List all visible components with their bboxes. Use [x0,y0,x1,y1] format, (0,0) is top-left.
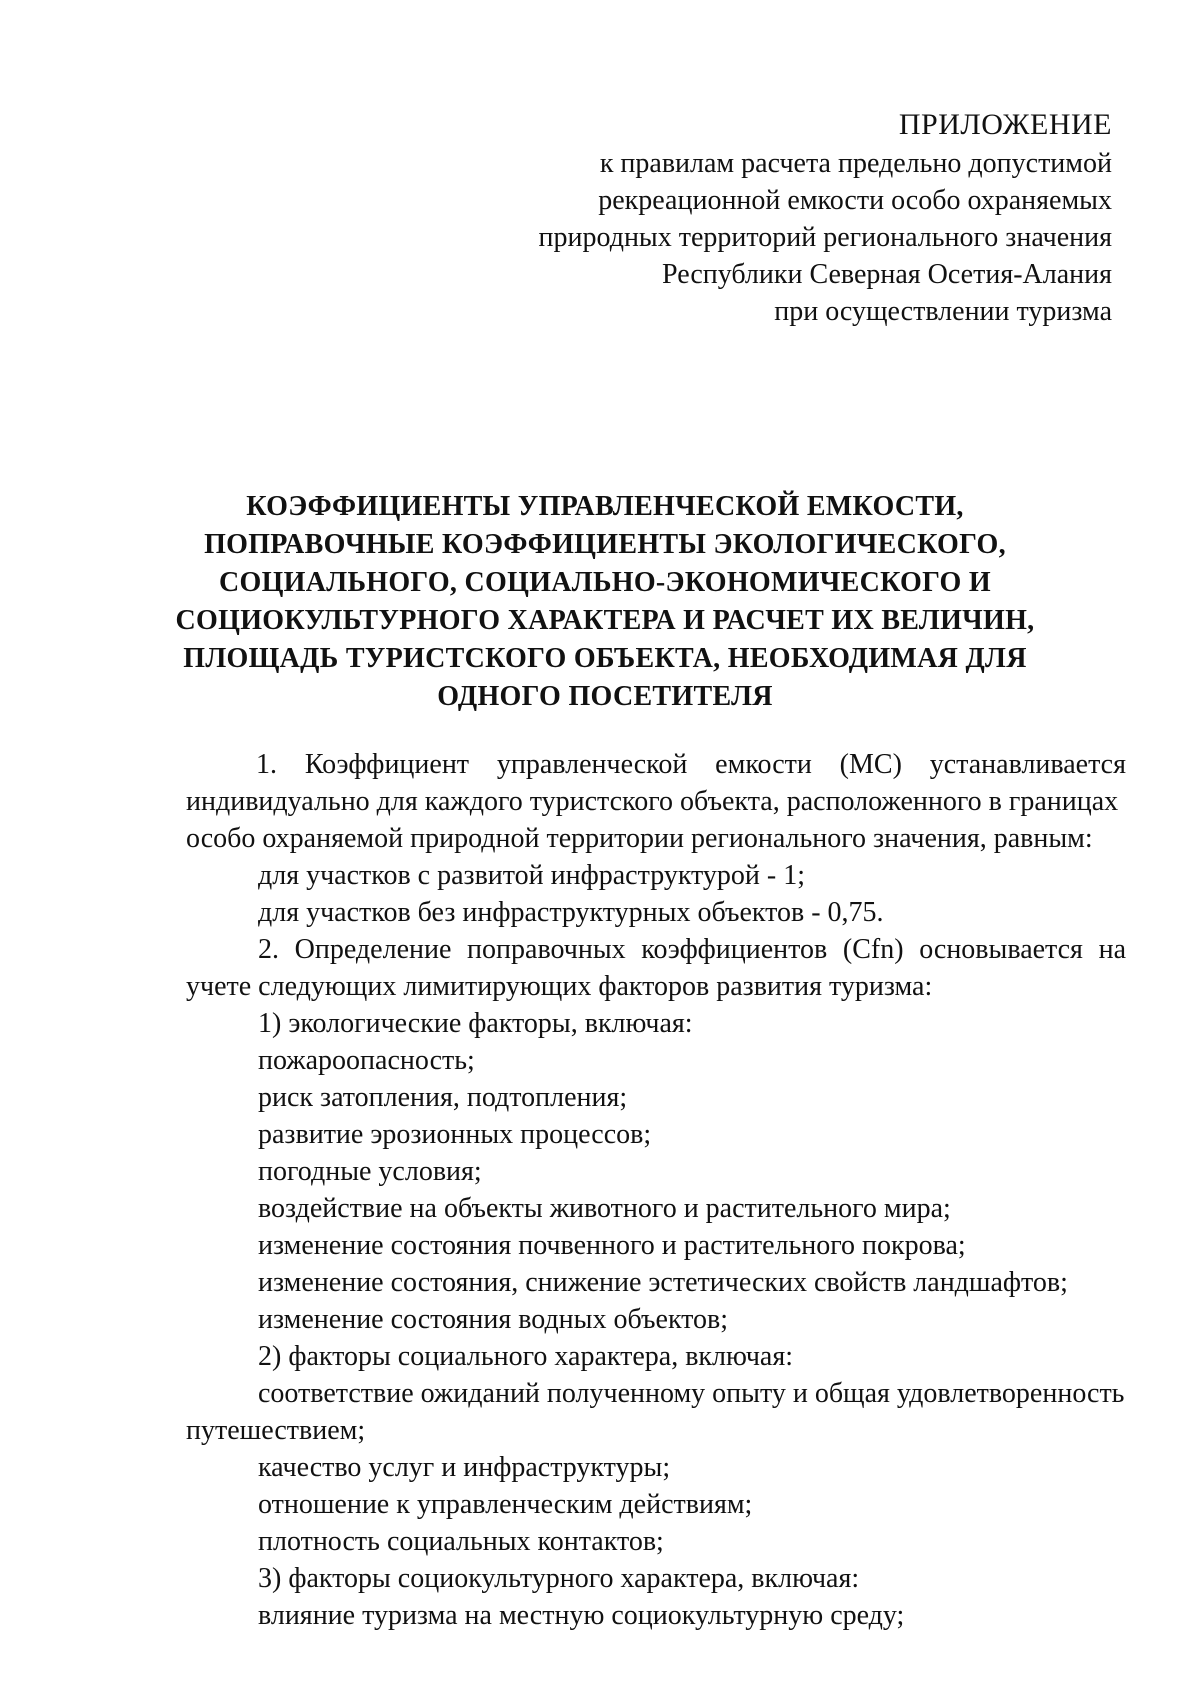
title-line: КОЭФФИЦИЕНТЫ УПРАВЛЕНЧЕСКОЙ ЕМКОСТИ, [246,491,964,522]
list-item: для участков без инфраструктурных объектов - 0,75. [258,897,884,928]
list-heading: 3) факторы социокультурного характера, включая: [258,1563,860,1594]
list-heading: 2) факторы социального характера, включая: [258,1341,794,1372]
list-item: соответствие ожиданий полученному опыту и общая удовлетворенность [258,1378,1125,1409]
appendix-line: к правилам расчета предельно допустимой [599,148,1112,179]
appendix-line: Республики Северная Осетия-Алания [662,259,1112,290]
list-item: изменение состояния, снижение эстетических свойств ландшафтов; [258,1267,1068,1298]
document-title [150,488,1060,716]
paragraph-2-line: 2. Определение поправочных коэффициентов (Cfn) основывается на [258,934,1126,965]
list-item-continuation: путешествием; [186,1415,366,1446]
appendix-line: природных территорий регионального значения [538,222,1112,253]
list-item: отношение к управленческим действиям; [258,1489,753,1520]
list-heading: 1) экологические факторы, включая: [258,1008,693,1039]
title-line: ПЛОЩАДЬ ТУРИСТСКОГО ОБЪЕКТА, НЕОБХОДИМАЯ ДЛЯ [183,643,1027,674]
list-item: воздействие на объекты животного и растительного мира; [258,1193,951,1224]
appendix-line: при осуществлении туризма [774,296,1112,327]
list-item: изменение состояния водных объектов; [258,1304,729,1335]
list-item: влияние туризма на местную социокультурную среду; [258,1600,905,1631]
list-item: качество услуг и инфраструктуры; [258,1452,671,1483]
paragraph-1-line: особо охраняемой природной территории регионального значения, равным: [186,823,1093,854]
paragraph-2-line: учете следующих лимитирующих факторов развития туризма: [186,971,933,1002]
title-line: ПОПРАВОЧНЫЕ КОЭФФИЦИЕНТЫ ЭКОЛОГИЧЕСКОГО, [204,529,1006,560]
title-line: СОЦИОКУЛЬТУРНОГО ХАРАКТЕРА И РАСЧЕТ ИХ ВЕЛИЧИН, [175,605,1035,636]
appendix-block [539,106,1112,330]
list-item: риск затопления, подтопления; [258,1082,628,1113]
title-line: СОЦИАЛЬНОГО, СОЦИАЛЬНО-ЭКОНОМИЧЕСКОГО И [219,567,991,598]
title-line: ОДНОГО ПОСЕТИТЕЛЯ [437,681,773,712]
list-item: плотность социальных контактов; [258,1526,664,1557]
list-item: для участков с развитой инфраструктурой - 1; [258,860,806,891]
appendix-line: рекреационной емкости особо охраняемых [598,185,1112,216]
document-body [186,746,1126,1634]
list-item: погодные условия; [258,1156,482,1187]
appendix-heading: ПРИЛОЖЕНИЕ [898,108,1112,141]
list-item: пожароопасность; [258,1045,475,1076]
paragraph-1-line: индивидуально для каждого туристского объекта, расположенного в границах [186,786,1119,817]
list-item: развитие эрозионных процессов; [258,1119,652,1150]
list-item: изменение состояния почвенного и растительного покрова; [258,1230,966,1261]
paragraph-1-line: 1. Коэффициент управленческой емкости (МС) устанавливается [256,749,1126,780]
